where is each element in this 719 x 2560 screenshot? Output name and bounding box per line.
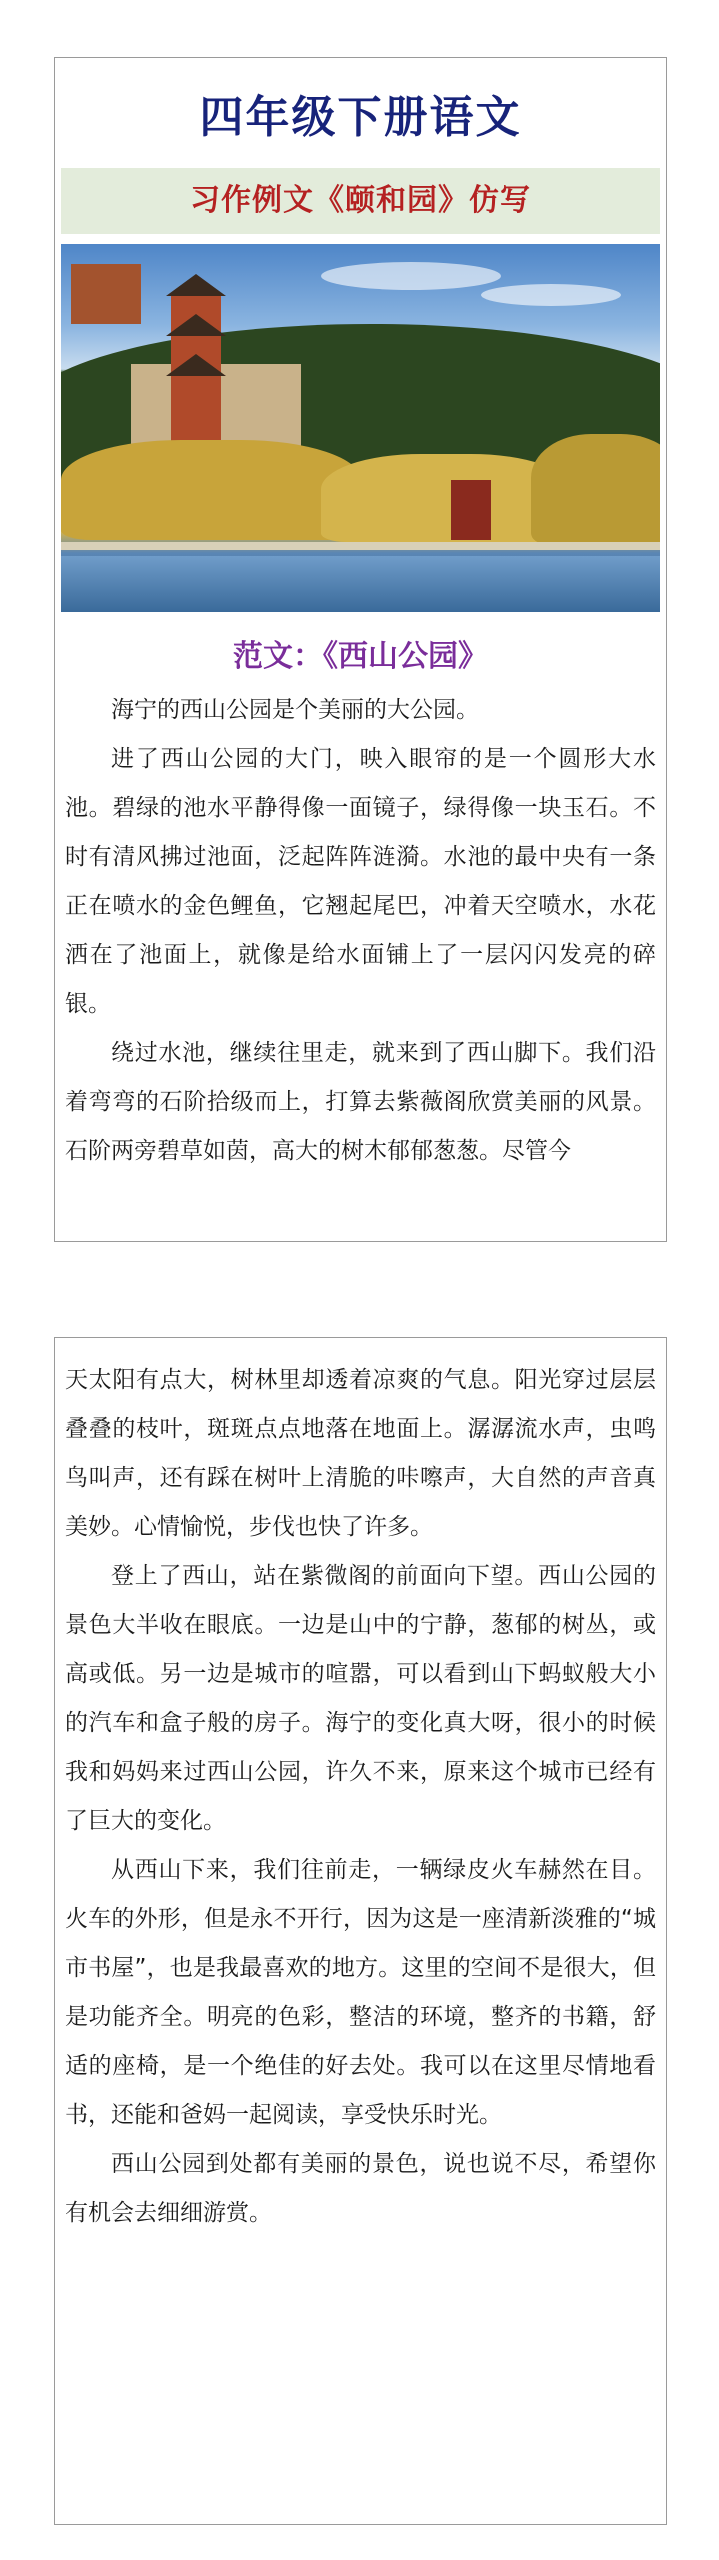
paragraph: 从西山下来，我们往前走，一辆绿皮火车赫然在目。火车的外形，但是永不开行，因为这是一座清新淡雅的“城市书屋”，也是我最喜欢的地方。这里的空间不是很大，但是功能齐全。明亮的色彩，整洁的环境，整齐的书籍，舒适的座椅，是一个绝佳的好去处。我可以在这里尽情地看书，还能和爸妈一起阅读，享受快乐时光。 [65,1857,656,2128]
page-title: 四年级下册语文 [199,92,522,143]
essay-body-page-one [55,686,666,1176]
paragraph: 海宁的西山公园是个美丽的大公园。 [111,697,479,723]
essay-body-page-two [55,1356,666,2238]
paragraph: 进了西山公园的大门，映入眼帘的是一个圆形大水池。碧绿的池水平静得像一面镜子，绿得像一块玉石。不时有清风拂过池面，泛起阵阵涟漪。水池的最中央有一条正在喷水的金色鲤鱼，它翘起尾巴，冲着天空喷水，水花洒在了池面上，就像是给水面铺上了一层闪闪发亮的碎银。 [65,746,656,1017]
essay-heading: 范文：《西山公园》 [233,639,488,674]
subtitle-banner [61,168,660,234]
page-two [54,1337,667,2525]
paragraph: 登上了西山，站在紫微阁的前面向下望。西山公园的景色大半收在眼底。一边是山中的宁静，葱郁的树丛，或高或低。另一边是城市的喧嚣，可以看到山下蚂蚁般大小的汽车和盒子般的房子。海宁的变化真大呀，很小的时候我和妈妈来过西山公园，许久不来，原来这个城市已经有了巨大的变化。 [65,1563,656,1834]
paragraph: 西山公园到处都有美丽的景色，说也说不尽，希望你有机会去细细游赏。 [65,2151,656,2226]
paragraph-continuation: 天太阳有点大，树林里却透着凉爽的气息。阳光穿过层层叠叠的枝叶，斑斑点点地落在地面上。潺潺流水声，虫鸣鸟叫声，还有踩在树叶上清脆的咔嚓声，大自然的声音真美妙。心情愉悦，步伐也快了许多。 [65,1367,656,1540]
page-one [54,57,667,1242]
summer-palace-photo-icon [61,244,660,612]
paragraph: 绕过水池，继续往里走，就来到了西山脚下。我们沿着弯弯的石阶拾级而上，打算去紫薇阁欣赏美丽的风景。石阶两旁碧草如茵，高大的树木郁郁葱葱。尽管今 [65,1040,656,1164]
subtitle-text: 习作例文《颐和园》仿写 [190,183,531,218]
